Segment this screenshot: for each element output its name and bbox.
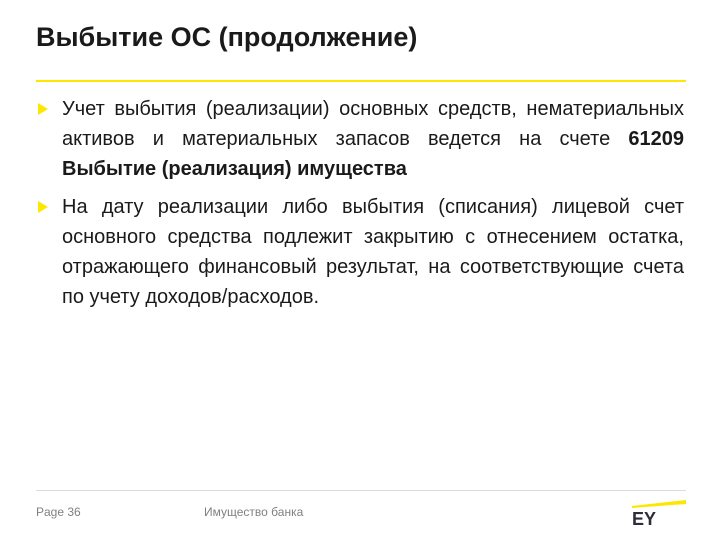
bullet-item — [36, 192, 684, 312]
logo-letters: EY — [632, 509, 657, 526]
slide-title: Выбытие ОС (продолжение) — [36, 22, 418, 52]
slide-content — [36, 94, 684, 320]
ey-logo-icon — [628, 500, 688, 526]
logo-accent-bar — [632, 500, 686, 508]
title-divider — [36, 80, 686, 82]
triangle-bullet-icon — [38, 103, 48, 115]
account-reference: 61209 Выбытие (реализация) имущества — [62, 128, 684, 180]
footer-topic: Имущество банка — [204, 505, 304, 519]
bullet-item — [36, 94, 684, 184]
bullet-text: На дату реализации либо выбытия (списания) лицевой счет основного средства подлежит закрытию с отнесением остатка, отражающего финансовый результат, на соответствующие счета по учету доходов/расходов. — [62, 196, 684, 308]
page-number: Page 36 — [36, 505, 81, 519]
triangle-bullet-icon — [38, 201, 48, 213]
footer-divider — [36, 490, 686, 491]
bullet-text: Учет выбытия (реализации) основных средств, нематериальных активов и материальных запасов ведется на счете — [62, 98, 684, 150]
